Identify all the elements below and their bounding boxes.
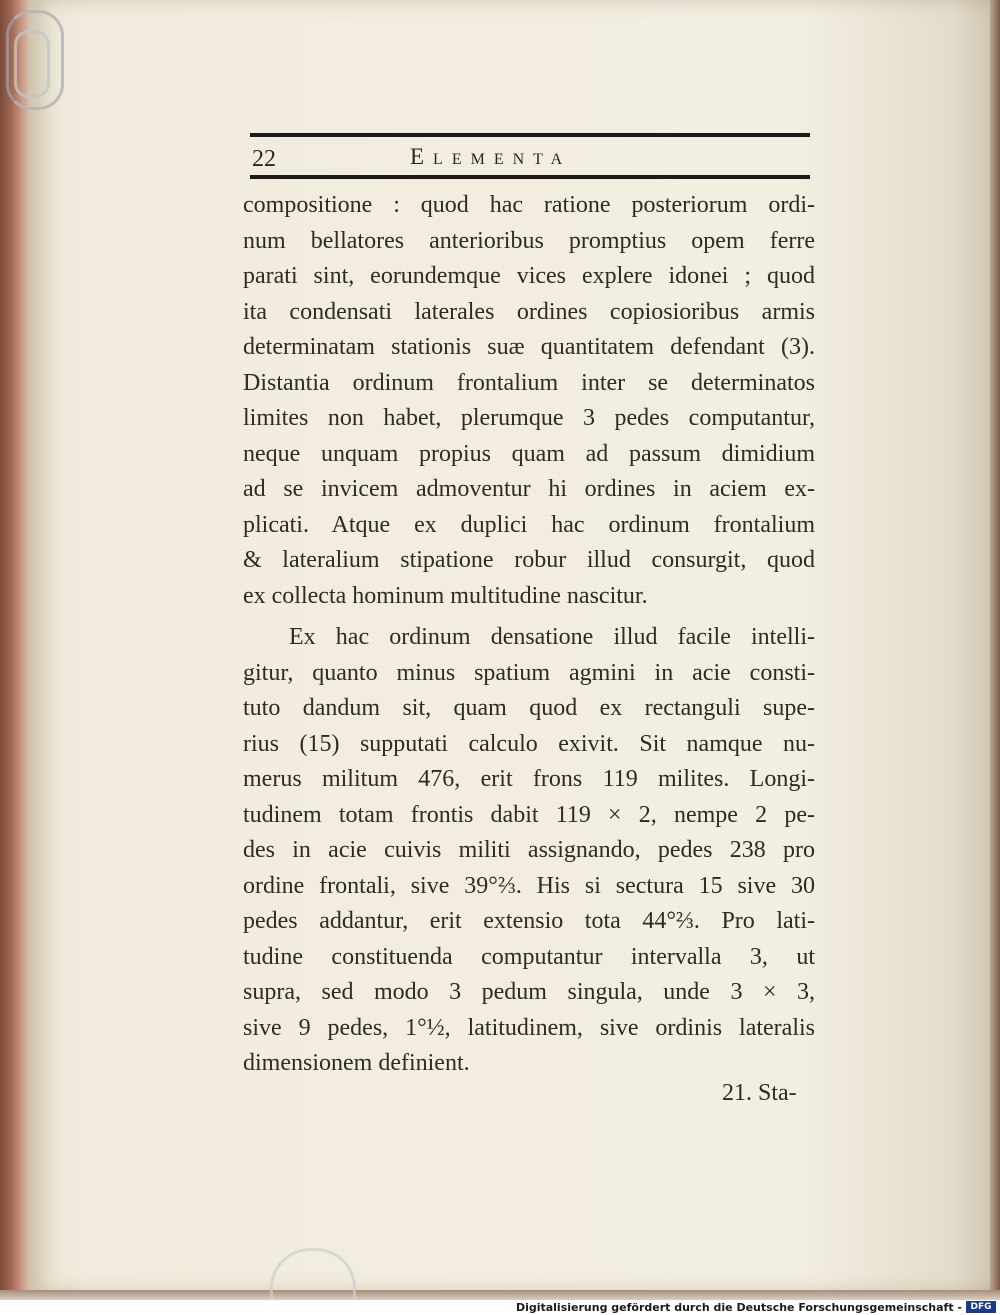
text-line: tudine constituenda computantur intervalla 3, ut — [243, 943, 815, 970]
text-line: merus militum 476, erit frons 119 milites. Longi- — [243, 766, 815, 792]
running-head: Elementa — [410, 144, 572, 169]
book-bottom-edge — [0, 1290, 1000, 1300]
text-line: num bellatores anterioribus promptius opem ferre — [243, 227, 815, 254]
text-line: rius (15) supputati calculo exivit. Sit namque nu- — [243, 730, 815, 757]
text-line: compositione : quod hac ratione posteriorum ordi- — [243, 192, 815, 218]
paper-clip-inner-icon — [14, 30, 50, 98]
dfg-logo-icon: DFG — [966, 1301, 996, 1313]
text-line: tuto dandum sit, quam quod ex rectanguli supe- — [243, 695, 815, 721]
page-number: 22 — [252, 146, 276, 172]
text-line: pedes addantur, erit extensio tota 44°⅔. Pro lati- — [243, 908, 815, 934]
text-line: Ex hac ordinum densatione illud facile intelli- — [289, 624, 815, 650]
text-line: & lateralium stipatione robur illud consurgit, quod — [243, 547, 815, 573]
text-line: supra, sed modo 3 pedum singula, unde 3 × 3, — [243, 979, 815, 1005]
text-line: des in acie cuivis militi assignando, pedes 238 pro — [243, 837, 815, 863]
catchword: 21. Sta- — [722, 1080, 797, 1106]
text-line: sive 9 pedes, 1°½, latitudinem, sive ordinis lateralis — [243, 1014, 815, 1041]
text-line: dimensionem definient. — [243, 1050, 470, 1076]
text-line: ad se invicem admoventur hi ordines in aciem ex- — [243, 476, 815, 502]
text-line: determinatam stationis suæ quantitatem defendant (3). — [243, 334, 815, 360]
header-rule-top — [250, 133, 810, 137]
header-rule-bottom — [250, 175, 810, 179]
text-line: gitur, quanto minus spatium agmini in acie consti- — [243, 659, 815, 686]
text-line: parati sint, eorundemque vices explere idonei ; quod — [243, 263, 815, 289]
text-line: tudinem totam frontis dabit 119 × 2, nempe 2 pe- — [243, 801, 815, 828]
paragraph-2 — [243, 620, 815, 1082]
text-line: neque unquam propius quam ad passum dimidium — [243, 440, 815, 467]
text-line: ex collecta hominum multitudine nascitur. — [243, 582, 648, 609]
text-line: ita condensati laterales ordines copiosioribus armis — [243, 298, 815, 325]
text-line: Distantia ordinum frontalium inter se determinatos — [243, 369, 815, 396]
book-cover-edge — [0, 0, 30, 1300]
paragraph-1 — [243, 188, 815, 614]
text-line: ordine frontali, sive 39°⅔. His si sectura 15 sive 30 — [243, 872, 815, 899]
body-text — [243, 188, 815, 1082]
text-line: plicati. Atque ex duplici hac ordinum frontalium — [243, 511, 815, 538]
digitization-credit: Digitalisierung gefördert durch die Deutsche Forschungsgemeinschaft - — [515, 1301, 962, 1314]
page-right-edge — [990, 0, 1000, 1300]
text-line: limites non habet, plerumque 3 pedes computantur, — [243, 405, 815, 431]
